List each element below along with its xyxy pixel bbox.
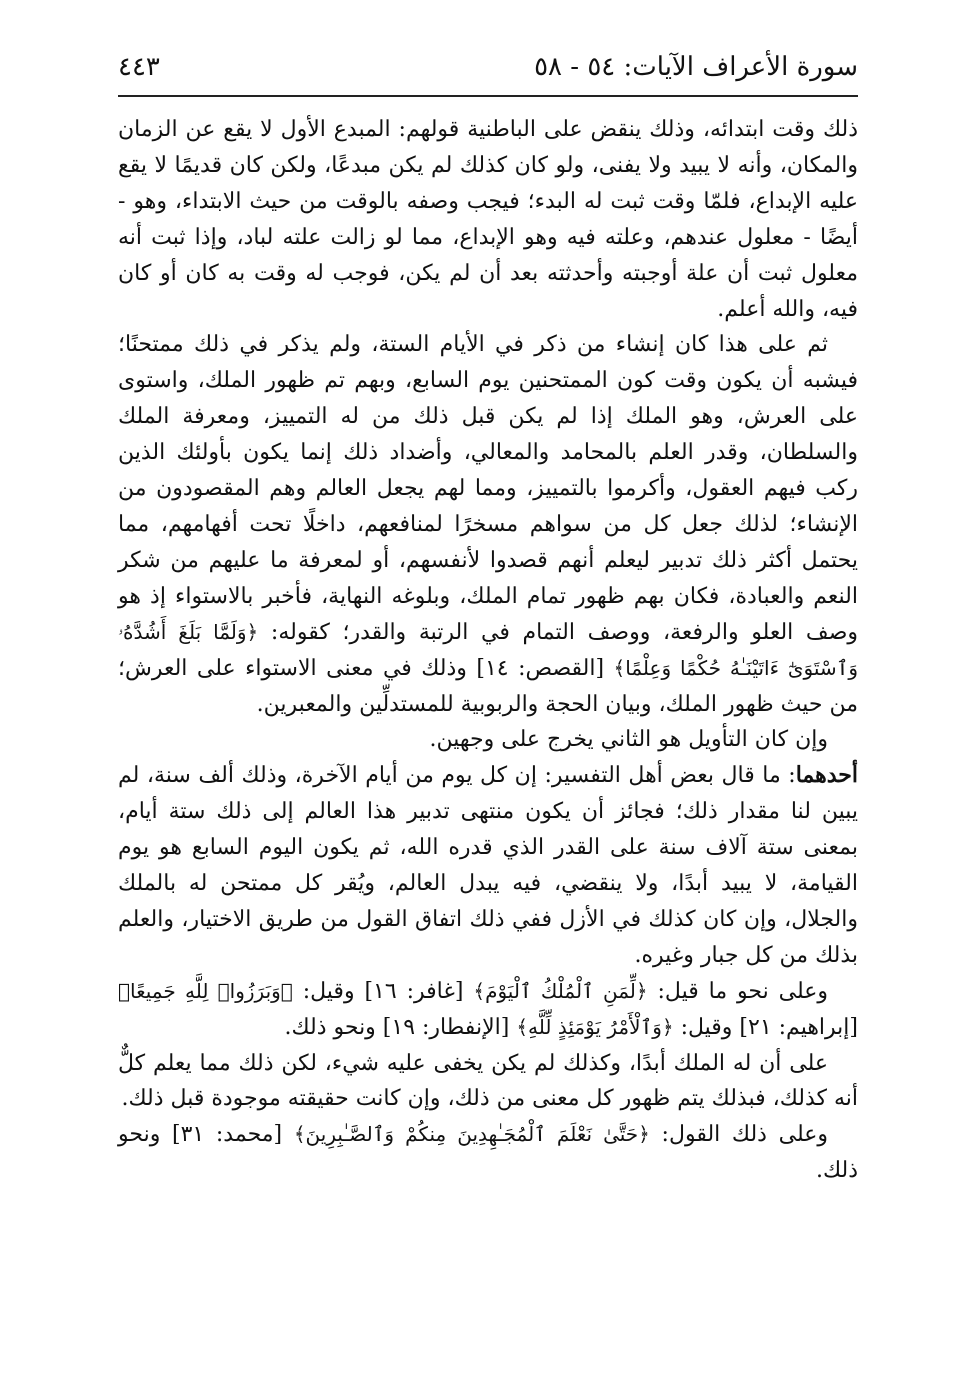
header-divider (118, 95, 858, 97)
paragraph: وإن كان التأويل هو الثاني يخرج على وجهين. (429, 727, 828, 753)
running-title: سورة الأعراف الآيات: ٥٤ - ٥٨ (534, 52, 858, 82)
paragraph-text: : ما قال بعض أهل التفسير: إن كل يوم من أيام الآخرة، وذلك ألف سنة، لم يبين لنا مقدار ذلك؛ فجائز أن يكون منتهى تدبير هذا العالم إلى ذلك ستة أيام، بمعنى ستة آلاف سنة على القدر الذي قدره الله، ثم يكون اليوم السابع هو يوم القيامة، لا يبيد أبدًا، ولا ينقضي، فيه يبدل العالم، ويُقر كل ممتحن له بالملك والجلال، وإن كان كذلك في الأزل ففي ذلك اتفاق القول من طريق الاختيار، والعلم بذلك من كل جبار وغيره. (118, 763, 858, 968)
page-number: ٤٤٣ (118, 52, 160, 82)
paragraph (118, 327, 858, 722)
quran-verse: ﴿حَتَّىٰ نَعْلَمَ ٱلْمُجَـٰهِدِينَ مِنكُمْ وَٱلصَّـٰبِرِينَ﴾ (293, 1122, 650, 1147)
quran-verse: ﴿وَٱلْأَمْرُ يَوْمَئِذٍ لِّلَّهِ﴾ (516, 1014, 674, 1039)
paragraph-text: [غافر: ١٦] وقيل: (292, 978, 474, 1004)
paragraph (118, 974, 858, 1046)
bold-lead: أحدهما (795, 762, 858, 789)
page-header (118, 48, 858, 96)
paragraph-text: [إبراهيم: ٢١] وقيل: (673, 1014, 858, 1040)
paragraph: ذلك وقت ابتدائه، وذلك ينقض على الباطنية قولهم: المبدع الأول لا يقع عن الزمان والمكان، وأنه لا يبيد ولا يفنى، ولو كان كذلك لم يكن مبدعًا، ولكن كان قديمًا لا يقع عليه الإبداع، فلمّا وقت ثبت له البدء؛ فيجب وصفه بالوقت من حيث الابتداء، وهو - أيضًا - معلول عندهم، وعلته فيه وهو الإبداع، مما لو زالت علته لباد، وإذا ثبت أنه معلول ثبت أن علة أوجبته وأحدثته بعد أن لم يكن، فوجب له وقت به كان أو كان فيه، والله أعلم. (118, 117, 858, 322)
paragraph: على أن له الملك أبدًا، وكذلك لم يكن يخفى عليه شيء، لكن ذلك مما يعلم كلٌّ أنه كذلك، فبذلك يتم ظهور كل معنى من ذلك، وإن كانت حقيقته موجودة قبل ذلك. (118, 1050, 858, 1112)
page-body (118, 112, 858, 1189)
paragraph-text: ثم على هذا كان إنشاء من ذكر في الأيام الستة، ولم يذكر في ذلك ممتحنًا؛ فيشبه أن يكون وقت كون الممتحنين يوم السابع، وبهم تم ظهور الملك، واستوى على العرش، وهو الملك إذا لم يكن قبل ذلك من له التمييز، ومعرفة الملك والسلطان، وقدر العلم بالمحامد والمعالي، وأضداد ذلك إنما يكون بأولئك الذين ركب فيهم العقول، وأكرموا بالتمييز، ومما لهم يجعل العالم وهم المقصودون من الإنشاء؛ لذلك جعل كل من سواهم مسخرًا لمنافعهم، داخلًا تحت أفهامهم، مما يحتمل أكثر ذلك تدبير ليعلم أنهم قصدوا لأنفسهم، أو لمعرفة ما عليهم من شكر النعم والعبادة، فكان بهم ظهور تمام الملك، وبلوغه النهاية، فأخبر بالاستواء إذ هو وصف العلو والرفعة، ووصف التمام في الرتبة والقدر؛ كقوله: (118, 332, 859, 645)
quran-verse: ﴿لِّمَنِ ٱلْمُلْكُ ٱلْيَوْمَ﴾ (473, 978, 648, 1003)
quran-verse: ﴿وَبَرَزُوا۟ لِلَّهِ جَمِيعًا﴾ (118, 978, 293, 1003)
paragraph-text: وعلى ذلك القول: (649, 1122, 829, 1148)
paragraph (118, 758, 858, 973)
paragraph-text: [القصص: ١٤] وذلك في معنى الاستواء على العرش؛ من حيث ظهور الملك، وبيان الحجة والربوبية للمستدلِّين والمعبرين. (118, 655, 858, 717)
paragraph-text: [محمد: ٣١] ونحو ذلك. (118, 1122, 858, 1184)
paragraph-text: وعلى نحو ما قيل: (647, 978, 828, 1004)
paragraph (118, 1117, 858, 1189)
quran-verse: ﴿وَلَمَّا بَلَغَ أَشُدَّهُۥ وَٱسْتَوَىٰٓ ءَاتَيْنَـٰهُ حُكْمًا وَعِلْمًا﴾ (118, 619, 859, 680)
paragraph-text: [الإنفطار: ١٩] ونحو ذلك. (284, 1014, 517, 1040)
